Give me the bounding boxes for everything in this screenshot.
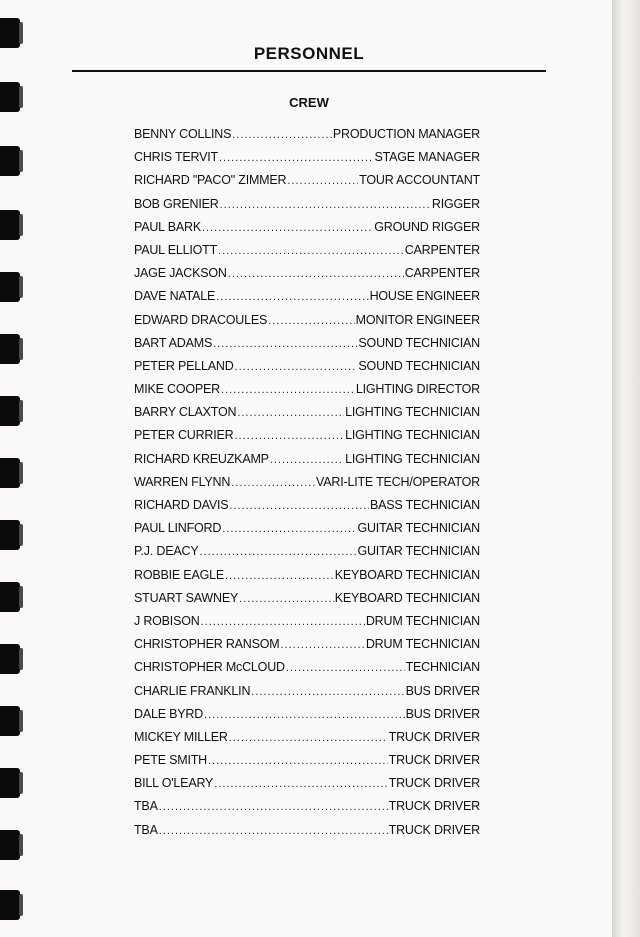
crew-role: LIGHTING TECHNICIAN — [345, 428, 480, 443]
crew-role: LIGHTING TECHNICIAN — [345, 451, 480, 466]
crew-name: PAUL BARK — [134, 219, 201, 234]
crew-role: LIGHTING TECHNICIAN — [345, 405, 480, 420]
crew-row — [134, 544, 480, 567]
dot-leader — [231, 477, 315, 489]
crew-row — [134, 799, 480, 822]
binding-hole — [0, 890, 20, 920]
crew-name: TBA — [134, 822, 158, 837]
binding-hole — [0, 520, 20, 550]
crew-role: TRUCK DRIVER — [388, 776, 480, 791]
crew-name: J ROBISON — [134, 613, 200, 628]
crew-role: LIGHTING DIRECTOR — [355, 382, 480, 397]
crew-role: TRUCK DRIVER — [388, 753, 480, 768]
crew-name: RICHARD KREUZKAMP — [134, 451, 269, 466]
crew-name: JAGE JACKSON — [134, 266, 227, 281]
dot-leader — [229, 732, 388, 744]
crew-name: BILL O'LEARY — [134, 776, 214, 791]
crew-name: PAUL LINFORD — [134, 521, 222, 536]
crew-name: DAVE NATALE — [134, 289, 216, 304]
crew-name: CHRIS TERVIT — [134, 150, 218, 165]
crew-name: P.J. DEACY — [134, 544, 199, 559]
binding-hole — [0, 82, 20, 112]
crew-name: BENNY COLLINS — [134, 127, 232, 141]
crew-role: GUITAR TECHNICIAN — [357, 521, 480, 536]
dot-leader — [159, 801, 388, 813]
crew-row — [134, 150, 480, 173]
section-heading: CREW — [289, 95, 329, 110]
crew-name: WARREN FLYNN — [134, 474, 231, 489]
crew-row — [134, 220, 480, 243]
crew-name: STUART SAWNEY — [134, 590, 239, 605]
crew-name: MIKE COOPER — [134, 382, 221, 397]
crew-row — [134, 266, 480, 289]
crew-name: CHRISTOPHER McCLOUD — [134, 660, 285, 675]
crew-role: SOUND TECHNICIAN — [358, 358, 480, 373]
crew-row — [134, 730, 480, 753]
crew-row — [134, 359, 480, 382]
crew-row — [134, 173, 480, 196]
crew-name: TBA — [134, 799, 158, 814]
crew-name: BOB GRENIER — [134, 196, 219, 211]
dot-leader — [251, 686, 404, 698]
crew-row — [134, 637, 480, 660]
crew-row — [134, 776, 480, 799]
dot-leader — [222, 523, 356, 535]
dot-leader — [229, 500, 369, 512]
crew-name: CHARLIE FRANKLIN — [134, 683, 251, 698]
dot-leader — [214, 778, 387, 790]
dot-leader — [208, 755, 388, 767]
binding-hole — [0, 210, 20, 240]
binding-hole — [0, 830, 20, 860]
dot-leader — [281, 639, 365, 651]
crew-name: RICHARD "PACO" ZIMMER — [134, 173, 287, 188]
crew-row — [134, 684, 480, 707]
binding-hole — [0, 334, 20, 364]
crew-role: BUS DRIVER — [405, 706, 480, 721]
crew-row — [134, 428, 480, 451]
crew-role: TRUCK DRIVER — [388, 799, 480, 814]
dot-leader — [237, 407, 344, 419]
crew-row — [134, 614, 480, 637]
dot-leader — [218, 245, 404, 257]
crew-role: SOUND TECHNICIAN — [358, 335, 480, 350]
crew-name: PAUL ELLIOTT — [134, 242, 218, 257]
crew-name: PETE SMITH — [134, 753, 208, 768]
crew-role: STAGE MANAGER — [374, 150, 480, 165]
page-edge — [612, 0, 640, 937]
crew-row — [134, 452, 480, 475]
dot-leader — [232, 129, 332, 141]
binding-hole — [0, 706, 20, 736]
binding-hole — [0, 644, 20, 674]
crew-row — [134, 498, 480, 521]
crew-name: EDWARD DRACOULES — [134, 312, 268, 327]
crew-role: GROUND RIGGER — [374, 219, 480, 234]
crew-role: TOUR ACCOUNTANT — [359, 173, 480, 188]
crew-name: DALE BYRD — [134, 706, 204, 721]
dot-leader — [228, 268, 404, 280]
crew-row — [134, 289, 480, 312]
crew-role: GUITAR TECHNICIAN — [357, 544, 480, 559]
dot-leader — [235, 430, 345, 442]
crew-name: BART ADAMS — [134, 335, 213, 350]
dot-leader — [286, 662, 405, 674]
crew-name: BARRY CLAXTON — [134, 405, 237, 420]
dot-leader — [268, 315, 354, 327]
crew-role: CARPENTER — [404, 242, 480, 257]
crew-row — [134, 707, 480, 730]
crew-row — [134, 127, 480, 150]
spiral-binding — [0, 0, 22, 937]
crew-role: BUS DRIVER — [405, 683, 480, 698]
crew-row — [134, 382, 480, 405]
title-divider — [72, 70, 546, 72]
dot-leader — [239, 593, 334, 605]
crew-row — [134, 660, 480, 683]
dot-leader — [159, 825, 388, 837]
crew-row — [134, 521, 480, 544]
dot-leader — [199, 546, 356, 558]
crew-role: TRUCK DRIVER — [388, 822, 480, 837]
crew-role: KEYBOARD TECHNICIAN — [334, 590, 480, 605]
crew-role: CARPENTER — [404, 266, 480, 281]
crew-row — [134, 336, 480, 359]
binding-hole — [0, 396, 20, 426]
crew-name: ROBBIE EAGLE — [134, 567, 224, 582]
crew-list — [134, 127, 480, 846]
crew-row — [134, 753, 480, 776]
binding-hole — [0, 18, 20, 48]
crew-role: PRODUCTION MANAGER — [332, 127, 480, 141]
crew-role: DRUM TECHNICIAN — [365, 637, 480, 652]
crew-name: PETER PELLAND — [134, 358, 234, 373]
binding-hole — [0, 272, 20, 302]
crew-row — [134, 591, 480, 614]
crew-role: DRUM TECHNICIAN — [365, 613, 480, 628]
crew-row — [134, 475, 480, 498]
dot-leader — [213, 338, 357, 350]
dot-leader — [220, 199, 431, 211]
dot-leader — [201, 616, 365, 628]
dot-leader — [204, 709, 405, 721]
crew-row — [134, 405, 480, 428]
dot-leader — [225, 570, 334, 582]
crew-role: TRUCK DRIVER — [388, 729, 480, 744]
dot-leader — [202, 222, 373, 234]
crew-row — [134, 197, 480, 220]
crew-role: HOUSE ENGINEER — [369, 289, 480, 304]
crew-row — [134, 313, 480, 336]
crew-name: MICKEY MILLER — [134, 729, 228, 744]
crew-role: TECHNICIAN — [405, 660, 480, 675]
dot-leader — [235, 361, 358, 373]
crew-role: RIGGER — [431, 196, 480, 211]
dot-leader — [216, 291, 368, 303]
crew-name: RICHARD DAVIS — [134, 498, 229, 512]
dot-leader — [270, 454, 344, 466]
dot-leader — [219, 152, 374, 164]
crew-name: CHRISTOPHER RANSOM — [134, 637, 280, 652]
crew-role: MONITOR ENGINEER — [355, 312, 480, 327]
crew-row — [134, 243, 480, 266]
binding-hole — [0, 146, 20, 176]
crew-role: VARI-LITE TECH/OPERATOR — [316, 474, 480, 489]
crew-row — [134, 823, 480, 846]
crew-role: KEYBOARD TECHNICIAN — [334, 567, 480, 582]
dot-leader — [287, 175, 358, 187]
binding-hole — [0, 458, 20, 488]
binding-hole — [0, 582, 20, 612]
binding-hole — [0, 768, 20, 798]
crew-row — [134, 568, 480, 591]
page-title: PERSONNEL — [253, 44, 365, 63]
crew-name: PETER CURRIER — [134, 428, 234, 443]
dot-leader — [221, 384, 355, 396]
crew-role: BASS TECHNICIAN — [370, 498, 480, 512]
